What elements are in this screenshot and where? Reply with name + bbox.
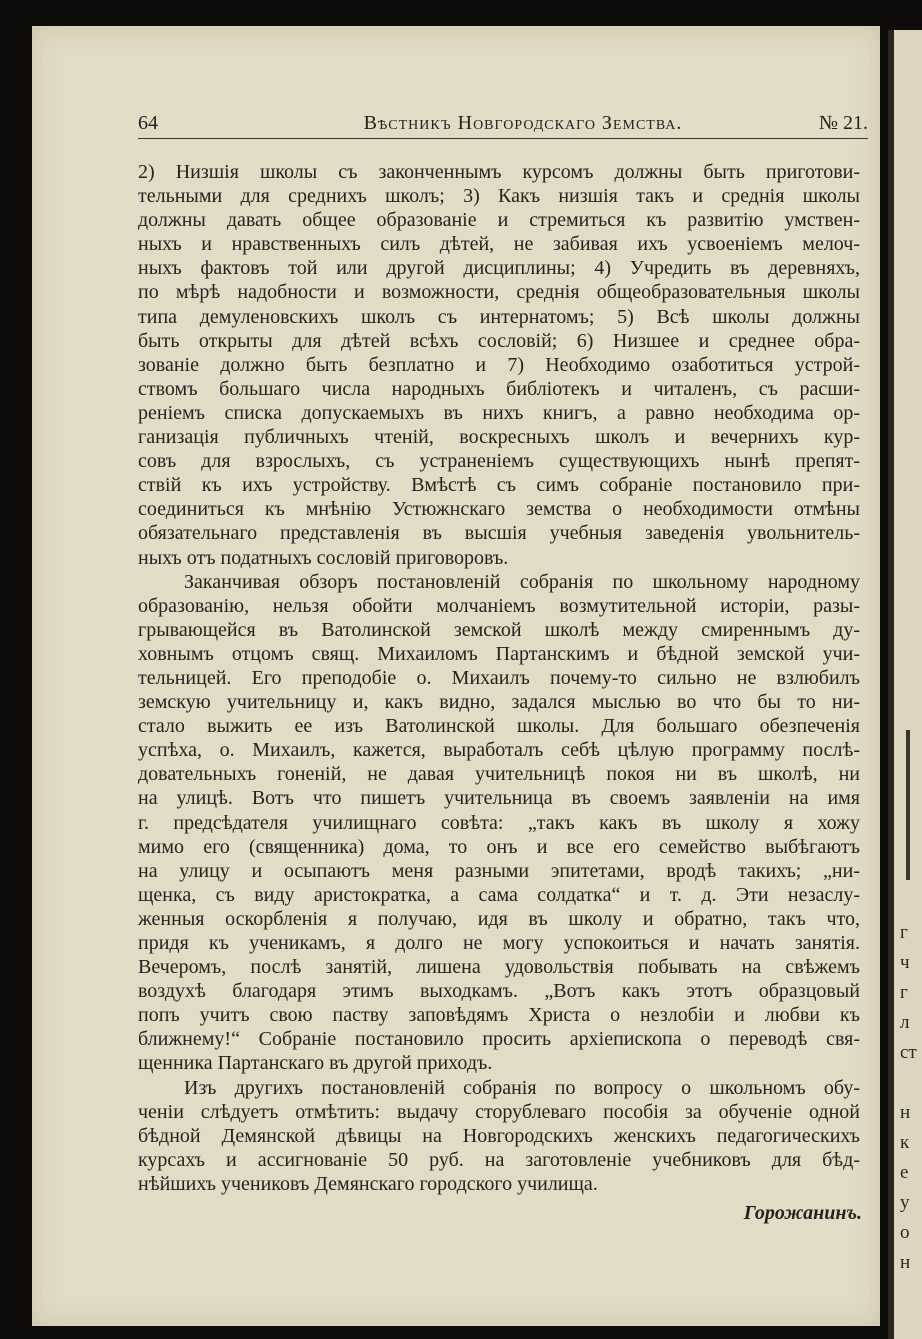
fragment-char [900, 1068, 922, 1098]
page-gutter-shadow [888, 30, 894, 1339]
text-line: успѣха, о. Михаилъ, кажется, выработалъ себѣ цѣлую программу послѣ- [138, 739, 860, 762]
text-line: ганизація публичныхъ чтеній, воскресныхъ школъ и вечернихъ кур- [138, 426, 860, 449]
text-line: должны давать общее образованіе и стремиться къ развитію умствен- [138, 209, 860, 232]
fragment-char: е [900, 1162, 909, 1183]
adjacent-page-edge [888, 30, 922, 1339]
article-body [138, 160, 860, 1196]
text-line: попъ учитъ свою паству заповѣдямъ Христа о незлобіи и любви къ [138, 1004, 860, 1027]
fragment-char: н [900, 1102, 911, 1123]
text-line: зованіе должно быть безплатно и 7) Необходимо озаботиться устрой- [138, 353, 860, 376]
text-line: щенка, съ виду аристократка, а сама солдатка“ и т. д. Эти незаслу- [138, 883, 860, 906]
text-line: Заканчивая обзоръ постановленій собранія по школьному народному [184, 570, 860, 593]
fragment-char: г [900, 922, 908, 943]
text-line: ствій къ ихъ устройству. Вмѣстѣ съ симъ собраніе постановило при- [138, 474, 860, 497]
text-line: г. предсѣдателя училищнаго совѣта: „такъ какъ въ школу я хожу [138, 811, 860, 834]
text-line: 2) Низшія школы съ законченнымъ курсомъ должны быть приготови- [138, 161, 860, 183]
text-line: Изъ другихъ постановленій собранія по вопросу о школьномъ обу- [184, 1076, 860, 1099]
adjacent-page-text-fragments [900, 918, 922, 1278]
text-line: быть открыты для дѣтей всѣхъ сословій; 6) Низшее и среднее обра- [138, 329, 860, 352]
text-line: курсахъ и ассигнованіе 50 руб. на заготовленіе учебниковъ для бѣд- [138, 1148, 860, 1171]
text-line: грывающейся въ Ватолинской земской школѣ между смиреннымъ ду- [138, 618, 860, 641]
text-line: ныхъ отъ податныхъ сословій приговоровъ. [138, 546, 509, 569]
fragment-char: л [900, 1012, 910, 1033]
text-line: типа демуленовскихъ школъ съ интернатомъ; 5) Всѣ школы должны [138, 305, 860, 328]
text-line: тельными для среднихъ школъ; 3) Какъ низшія такъ и среднія школы [138, 185, 860, 208]
text-line: ныхъ фактовъ той или другой дисциплины; 4) Учредить въ деревняхъ, [138, 257, 860, 280]
text-line: мимо его (священника) дома, то онъ и все его семейство выбѣгаютъ [138, 835, 860, 858]
fragment-char: у [900, 1192, 910, 1213]
text-line: на улицѣ. Вотъ что пишетъ учительница въ своемъ заявленіи на имя [138, 787, 860, 810]
issue-number: № 21. [818, 112, 868, 134]
text-line: земскую учительницу и, какъ видно, задался мыслью во что бы то ни- [138, 691, 860, 714]
text-line: щенника Партанскаго въ другой приходъ. [138, 1052, 493, 1075]
text-line: ствомъ большаго числа народныхъ библіотекъ и читаленъ, съ расши- [138, 377, 860, 400]
text-line: стало выжить ее изъ Ватолинской школы. Для большаго обезпеченія [138, 715, 860, 738]
text-line: нѣйшихъ учениковъ Демянскаго городского училища. [138, 1172, 598, 1195]
text-line: женныя оскорбленія я получаю, идя въ школу и обратно, такъ что, [138, 907, 860, 930]
running-header [138, 112, 868, 139]
text-line: на улицу и осыпаютъ меня разными эпитетами, вродѣ такихъ; „ни- [138, 859, 860, 882]
text-line: довательныхъ гоненій, не давая учительницѣ покоя ни въ школѣ, ни [138, 763, 860, 786]
paragraph [138, 1076, 860, 1196]
text-line: обязательнаго представленія въ высшія учебныя заведенія увольнитель- [138, 522, 860, 545]
paragraph [138, 160, 860, 570]
fragment-char: о [900, 1222, 910, 1243]
text-line: совъ для взрослыхъ, съ устраненіемъ существующихъ нынѣ препят- [138, 450, 860, 473]
text-line: тельницей. Его преподобіе о. Михаилъ почему-то сильно не взлюбилъ [138, 666, 860, 689]
text-line: по мѣрѣ надобности и возможности, среднія общеобразовательныя школы [138, 281, 860, 304]
journal-title: Вѣстникъ Новгородскаго Земства. [363, 112, 683, 134]
text-line: образованію, нельзя обойти молчаніемъ возмутительной исторіи, разы- [138, 594, 860, 617]
text-line: ховнымъ отцомъ свящ. Михаиломъ Партанскимъ и бѣдной земской учи- [138, 642, 860, 665]
fragment-char: г [900, 982, 908, 1003]
text-line: придя къ ученикамъ, я долго не могу успокоиться и начать занятія. [138, 932, 860, 954]
fragment-char: ч [900, 952, 910, 973]
text-line: соединиться къ мнѣнію Устюжнскаго земства о необходимости отмѣны [138, 498, 860, 521]
page-number: 64 [138, 112, 158, 134]
fragment-char: к [900, 1132, 910, 1153]
text-line: Вечеромъ, послѣ занятій, лишена удовольствія побывать на свѣжемъ [138, 956, 860, 979]
text-line: воздухѣ благодаря этимъ выходкамъ. „Вотъ какъ этотъ образцовый [138, 980, 860, 1003]
fragment-char: ст [900, 1042, 917, 1063]
adjacent-page-rule [906, 730, 910, 880]
text-line: реніемъ списка допускаемыхъ въ нихъ книгъ, а равно необходима ор- [138, 401, 860, 424]
text-line: ближнему!“ Собраніе постановило просить архіепископа о переводѣ свя- [138, 1028, 860, 1051]
text-line: ныхъ и нравственныхъ силъ дѣтей, не забивая ихъ усвоеніемъ мелоч- [138, 233, 860, 256]
text-line: ченіи слѣдуетъ отмѣтить: выдачу сторублеваго пособія за обученіе одной [138, 1100, 860, 1123]
author-signature: Горожанинъ. [743, 1202, 862, 1224]
text-line: бѣдной Демянской дѣвицы на Новгородскихъ женскихъ педагогическихъ [138, 1124, 860, 1147]
fragment-char: н [900, 1252, 911, 1273]
paragraph [138, 570, 860, 1076]
